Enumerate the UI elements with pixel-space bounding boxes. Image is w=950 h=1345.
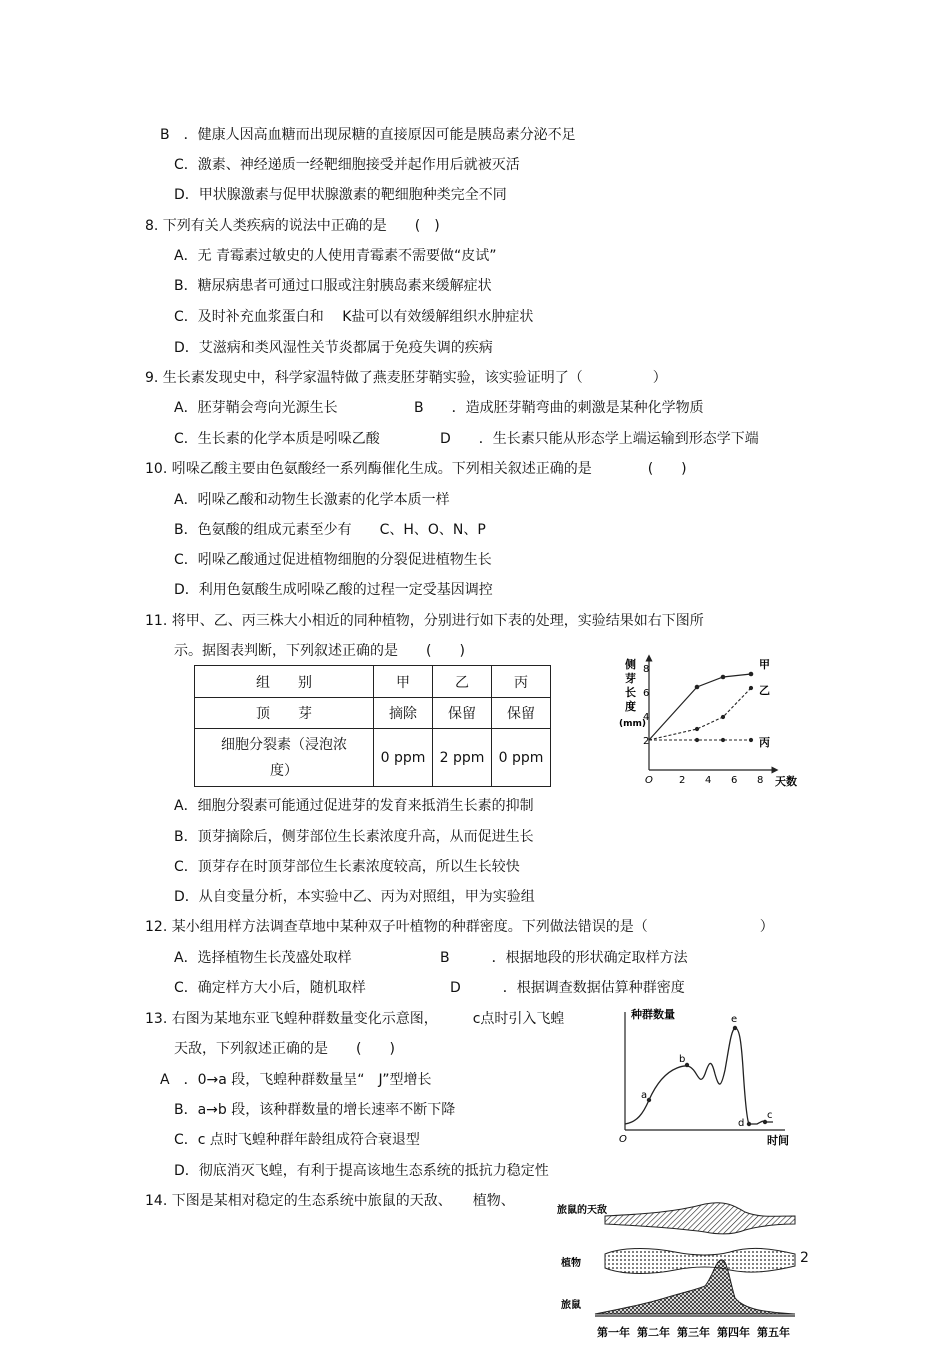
y-tick-6: 6 [643,688,650,699]
point-b [685,1063,689,1067]
point-e-label: c [767,1110,773,1121]
table-cell: 0 ppm [492,729,551,787]
y-label: 种群数量 [631,1008,675,1021]
x-label: 天数 [775,775,797,788]
q13-option-d: D．彻底消灭飞蝗，有利于提高该地生态系统的抵抗力稳定性 [174,1163,549,1179]
point-a-label: a [641,1090,648,1101]
q11-treatment-table [194,665,551,787]
year-1-label: 第一年 [597,1326,630,1339]
table-header-group: 组 别 [195,666,374,698]
year-2-label: 第二年 [637,1326,670,1339]
q8-option-a: A．无 青霉素过敏史的人使用青霉素不需要做“皮试” [174,248,497,264]
origin-label: O [645,775,653,786]
point-c [733,1026,737,1030]
q11-option-a: A．细胞分裂素可能通过促进芽的发育来抵消生长素的抑制 [174,798,534,814]
q9-option-b: B ．造成胚芽鞘弯曲的刺激是某种化学物质 [414,400,704,416]
q12-option-a: A．选择植物生长茂盛处取样 [174,950,352,966]
q12-option-c: C．确定样方大小后，随机取样 [174,980,366,996]
q14-stem: 14. 下图是某相对稳定的生态系统中旅鼠的天敌、 植物、 [145,1193,515,1209]
series-jia-point [695,685,700,690]
q9-stem: 9. 生长素发现史中，科学家温特做了燕麦胚芽鞘实验，该实验证明了（ ） [145,370,667,386]
y-tick-8: 8 [643,664,650,675]
y-label-2: 芽 [625,672,636,685]
series-bing-point [721,738,725,742]
point-d-label: d [738,1118,745,1129]
q7-option-c: C．激素、神经递质一经靶细胞接受并起作用后就被灭活 [174,157,520,173]
row-label-plants: 植物 [561,1258,581,1269]
q12-option-d: D ．根据调查数据估算种群密度 [450,980,685,996]
table-header-bing: 丙 [492,666,551,698]
q8-stem: 8. 下列有关人类疾病的说法中正确的是 ( ) [145,218,440,234]
q11-option-c: C．顶芽存在时顶芽部位生长素浓度较高，所以生长较快 [174,859,520,875]
q11-stem-line1: 11. 将甲、乙、丙三株大小相近的同种植物，分别进行如下表的处理，实验结果如右下图所 [145,613,704,629]
table-cell: 摘除 [374,698,433,729]
population-curve [625,1028,773,1124]
q13-stem-line2: 天敌，下列叙述正确的是 ( ) [174,1041,395,1057]
q10-stem: 10. 吲哚乙酸主要由色氨酸经一系列酶催化生成。下列相关叙述正确的是 ( ) [145,461,687,477]
q8-option-b: B．糖尿病患者可通过口服或注射胰岛素来缓解症状 [174,278,492,294]
series-jia-point [721,675,726,680]
q14-population-bands-chart [555,1198,800,1344]
q8-option-c: C．及时补充血浆蛋白和 K盐可以有效缓解组织水肿症状 [174,309,534,325]
q7-option-d: D．甲状腺激素与促甲状腺激素的靶细胞种类完全不同 [174,187,507,203]
table-cell: 保留 [492,698,551,729]
q10-option-d: D．利用色氨酸生成吲哚乙酸的过程一定受基因调控 [174,582,493,598]
q13-population-chart [615,1004,805,1150]
origin-label: O [619,1134,627,1145]
series-bing-point [695,738,699,742]
cytokinin-label-line2: 度） [270,762,298,779]
y-unit: (mm) [619,719,646,729]
series-yi-point [695,727,699,731]
cytokinin-label-line1: 细胞分裂素（浸泡浓 [221,736,347,753]
q9-option-d: D ．生长素只能从形态学上端运输到形态学下端 [440,431,759,447]
series-jia-point [749,672,754,677]
x-tick-4: 4 [705,775,712,786]
q13-option-a: A ．0→a 段，飞蝗种群数量呈“ J”型增长 [160,1072,432,1088]
series-jia-line [649,674,751,740]
q11-stem-line2: 示。据图表判断，下列叙述正确的是 ( ) [174,643,465,659]
q8-option-d: D．艾滋病和类风湿性关节炎都属于免疫失调的疾病 [174,340,493,356]
q11-option-b: B．顶芽摘除后，侧芽部位生长素浓度升高，从而促进生长 [174,829,534,845]
y-label-4: 度 [625,700,636,713]
y-tick-2: 2 [643,736,650,747]
page-number: 2 [800,1250,809,1266]
series-bing-label: 丙 [759,736,770,749]
q11-side-bud-chart [615,652,810,792]
row-label-lemming: 旅鼠 [561,1300,581,1311]
q10-option-c: C．吲哚乙酸通过促进植物细胞的分裂促进植物生长 [174,552,492,568]
table-header-jia: 甲 [374,666,433,698]
q12-option-b: B ．根据地段的形状确定取样方法 [440,950,688,966]
y-label-3: 长 [625,686,636,699]
series-jia-label: 甲 [759,658,770,671]
point-d [747,1122,751,1126]
predator-band [605,1203,795,1234]
point-b-label: b [679,1054,686,1065]
table-cell: 2 ppm [433,729,492,787]
row-label-predator: 旅鼠的天敌 [557,1205,607,1216]
year-4-label: 第四年 [717,1326,750,1339]
q13-stem-line1: 13. 右图为某地东亚飞蝗种群数量变化示意图， c点时引入飞蝗 [145,1011,565,1027]
x-label: 时间 [767,1134,789,1147]
q13-option-c: C．c 点时飞蝗种群年龄组成符合衰退型 [174,1132,420,1148]
table-row-cytokinin-label [195,729,374,787]
series-bing-point [749,738,753,742]
point-a [647,1098,651,1102]
y-tick-4: 4 [643,712,650,723]
table-cell: 0 ppm [374,729,433,787]
y-label-1: 侧 [625,658,636,671]
table-cell: 保留 [433,698,492,729]
x-tick-6: 6 [731,775,738,786]
table-header-yi: 乙 [433,666,492,698]
year-3-label: 第三年 [677,1326,710,1339]
x-tick-8: 8 [757,775,764,786]
q7-option-b: B ．健康人因高血糖而出现尿糖的直接原因可能是胰岛素分泌不足 [160,127,576,143]
series-yi-label: 乙 [759,684,770,697]
q9-option-a: A．胚芽鞘会弯向光源生长 [174,400,338,416]
x-tick-2: 2 [679,775,686,786]
q11-option-d: D．从自变量分析，本实验中乙、丙为对照组，甲为实验组 [174,889,535,905]
year-5-label: 第五年 [757,1326,790,1339]
q13-option-b: B．a→b 段，该种群数量的增长速率不断下降 [174,1102,456,1118]
q9-option-c: C．生长素的化学本质是吲哚乙酸 [174,431,380,447]
series-yi-point [749,686,753,690]
point-c-label: e [731,1014,738,1025]
table-row-terminal-bud-label: 顶 芽 [195,698,374,729]
q12-stem: 12. 某小组用样方法调查草地中某种双子叶植物的种群密度。下列做法错误的是（ ） [145,919,774,935]
series-yi-line [649,688,751,740]
plants-band [605,1248,795,1273]
q10-option-a: A．吲哚乙酸和动物生长激素的化学本质一样 [174,492,450,508]
q10-option-b: B．色氨酸的组成元素至少有 C、H、O、N、P [174,522,486,538]
series-yi-point [721,715,725,719]
